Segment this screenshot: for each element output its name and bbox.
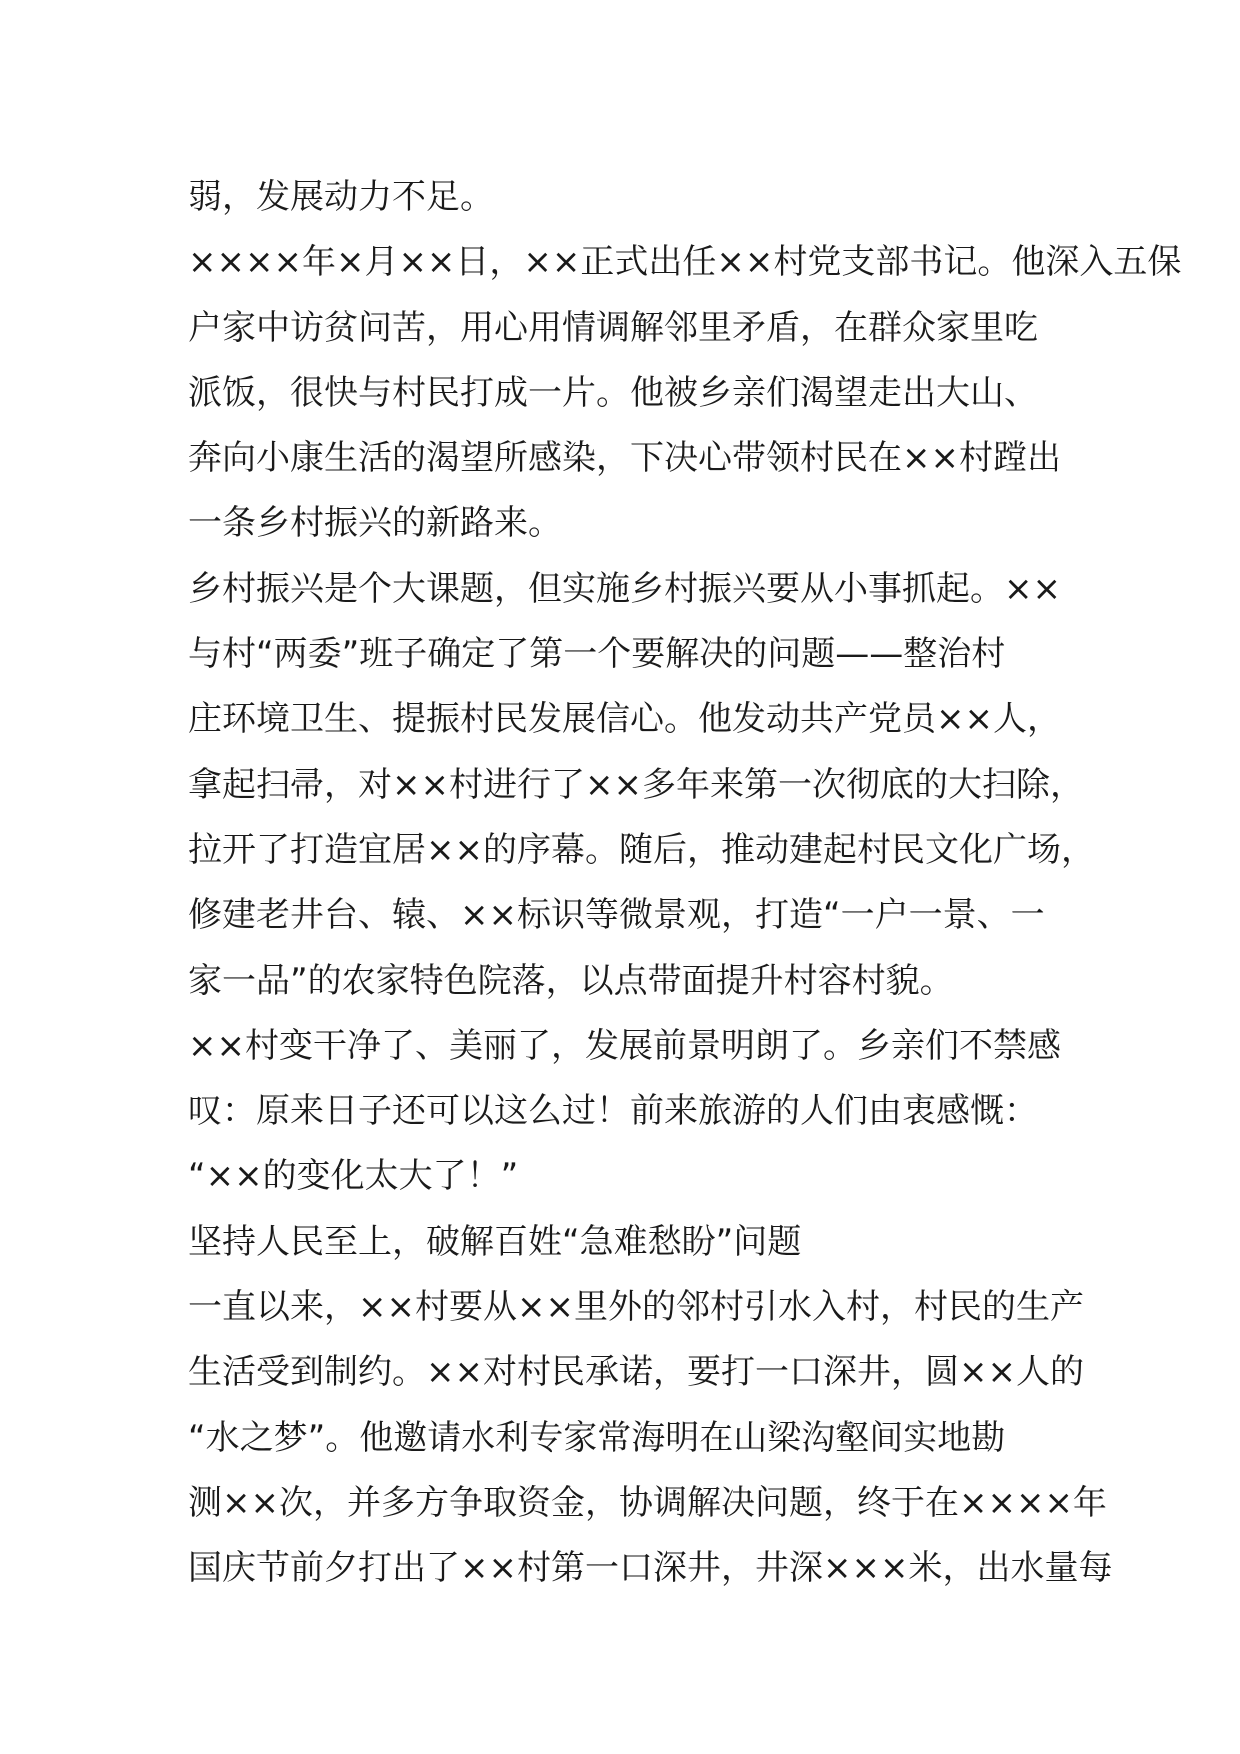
text-line: 家一品”的农家特色院落，以点带面提升村容村貌。 bbox=[188, 960, 954, 1001]
text-line: 派饭，很快与村民打成一片。他被乡亲们渴望走出大山、 bbox=[188, 372, 1038, 413]
text-line: 弱，发展动力不足。 bbox=[188, 177, 494, 217]
section-heading: 坚持人民至上，破解百姓“急难愁盼”问题 bbox=[188, 1221, 802, 1262]
text-line: 庄环境卫生、提振村民发展信心。他发动共产党员××人， bbox=[188, 699, 1061, 740]
text-line: “××的变化太大了！” bbox=[188, 1156, 519, 1197]
text-line: 乡村振兴是个大课题，但实施乡村振兴要从小事抓起。×× bbox=[188, 568, 1061, 609]
text-line: 拿起扫帚，对××村进行了××多年来第一次彻底的大扫除， bbox=[188, 764, 1084, 805]
text-line: 叹：原来日子还可以这么过！前来旅游的人们由衷感慨： bbox=[188, 1091, 1038, 1132]
text-line: 修建老井台、辕、××标识等微景观，打造“一户一景、一 bbox=[188, 895, 1045, 936]
body-text bbox=[188, 165, 1182, 1602]
text-line: 户家中访贫问苦，用心用情调解邻里矛盾，在群众家里吃 bbox=[188, 307, 1038, 348]
text-line: 拉开了打造宜居××的序幕。随后，推动建起村民文化广场， bbox=[188, 829, 1095, 870]
text-line: 奔向小康生活的渴望所感染，下决心带领村民在××村蹚出 bbox=[188, 438, 1061, 479]
text-line: 测××次，并多方争取资金，协调解决问题，终于在××××年 bbox=[188, 1482, 1107, 1523]
text-line: “水之梦”。他邀请水利专家常海明在山梁沟壑间实地勘 bbox=[188, 1417, 1006, 1458]
text-line: ××村变干净了、美丽了，发展前景明朗了。乡亲们不禁感 bbox=[188, 1025, 1061, 1066]
text-line: 国庆节前夕打出了××村第一口深井，井深×××米，出水量每 bbox=[188, 1548, 1113, 1589]
text-line: 一条乡村振兴的新路来。 bbox=[188, 503, 562, 544]
text-line: 一直以来，××村要从××里外的邻村引水入村，村民的生产 bbox=[188, 1287, 1084, 1328]
text-line: 与村“两委”班子确定了第一个要解决的问题——整治村 bbox=[188, 634, 1006, 675]
text-line: ××××年×月××日，××正式出任××村党支部书记。他深入五保 bbox=[188, 242, 1182, 283]
text-line: 生活受到制约。××对村民承诺，要打一口深井，圆××人的 bbox=[188, 1352, 1084, 1393]
